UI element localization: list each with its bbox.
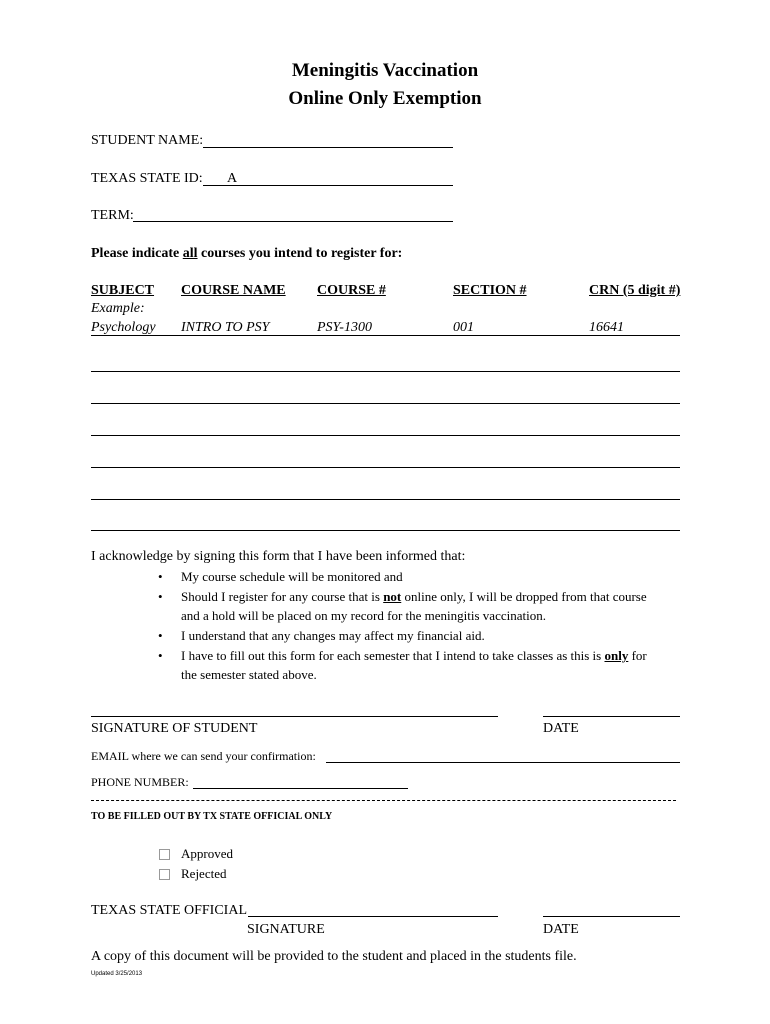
acknowledge-item-1: My course schedule will be monitored and [181,569,403,584]
texas-state-id-label: TEXAS STATE ID: [91,171,203,186]
acknowledge-item-2: Should I register for any course that is not online only, I will be dropped from that course [181,589,647,604]
official-signature-label: SIGNATURE [247,922,325,937]
rejected-checkbox[interactable] [159,869,170,880]
header-course-name: COURSE NAME [181,283,286,298]
rejected-label: Rejected [181,866,227,881]
texas-state-official-label: TEXAS STATE OFFICIAL [91,903,247,918]
course-entry-line[interactable] [91,467,680,468]
texas-state-id-input[interactable] [242,169,450,185]
copy-note: A copy of this document will be provided to the student and placed in the students file. [91,949,577,964]
example-course-name: INTRO TO PSY [181,320,270,335]
header-crn: CRN (5 digit #) [589,283,681,298]
acknowledge-item-4-cont: the semester stated above. [181,667,317,682]
example-label: Example: [91,301,145,316]
updated-date: Updated 3/25/2013 [91,971,143,977]
student-signature-line[interactable] [91,716,498,717]
acknowledge-item-3: I understand that any changes may affect my financial aid. [181,628,485,643]
texas-state-id-prefix: A [227,171,238,186]
phone-input[interactable] [196,772,406,788]
course-entry-line[interactable] [91,371,680,372]
email-label: EMAIL where we can send your confirmation: [91,749,316,763]
email-input[interactable] [330,746,678,762]
student-date-line[interactable] [543,716,680,717]
bullet-icon: • [158,589,163,604]
bullet-icon: • [158,628,163,643]
acknowledge-item-4: I have to fill out this form for each semester that I intend to take classes as this is only for [181,648,647,663]
example-row-line [91,335,680,336]
official-divider [91,800,676,801]
approved-checkbox[interactable] [159,849,170,860]
form-title: Meningitis Vaccination [291,60,479,81]
example-crn: 16641 [589,320,624,335]
approved-label: Approved [181,846,233,861]
courses-instruction: Please indicate all courses you intend to register for: [91,246,403,261]
bullet-icon: • [158,648,163,663]
example-section: 001 [453,320,474,335]
course-entry-line[interactable] [91,499,680,500]
form-subtitle: Online Only Exemption [288,88,482,109]
example-course-number: PSY-1300 [317,320,372,335]
header-section-number: SECTION # [453,283,527,298]
student-date-label: DATE [543,721,579,736]
official-signature-line[interactable] [248,916,498,917]
official-heading: TO BE FILLED OUT BY TX STATE OFFICIAL ONLY [91,811,333,822]
header-subject: SUBJECT [91,283,155,298]
term-input[interactable] [136,205,450,221]
student-name-input[interactable] [206,131,450,147]
official-date-line[interactable] [543,916,680,917]
student-name-label: STUDENT NAME: [91,133,204,148]
course-entry-line[interactable] [91,530,680,531]
email-line [326,762,680,763]
term-line [133,221,453,222]
phone-label: PHONE NUMBER: [91,775,189,789]
bullet-icon: • [158,569,163,584]
example-subject: Psychology [91,320,156,335]
official-date-label: DATE [543,922,579,937]
term-label: TERM: [91,208,134,223]
acknowledge-intro: I acknowledge by signing this form that I have been informed that: [91,549,466,564]
signature-of-student-label: SIGNATURE OF STUDENT [91,721,258,736]
acknowledge-item-2-cont: and a hold will be placed on my record for the meningitis vaccination. [181,608,546,623]
header-course-number: COURSE # [317,283,386,298]
course-entry-line[interactable] [91,435,680,436]
phone-line [193,788,408,789]
texas-state-id-line [203,185,453,186]
student-name-line [203,147,453,148]
course-entry-line[interactable] [91,403,680,404]
